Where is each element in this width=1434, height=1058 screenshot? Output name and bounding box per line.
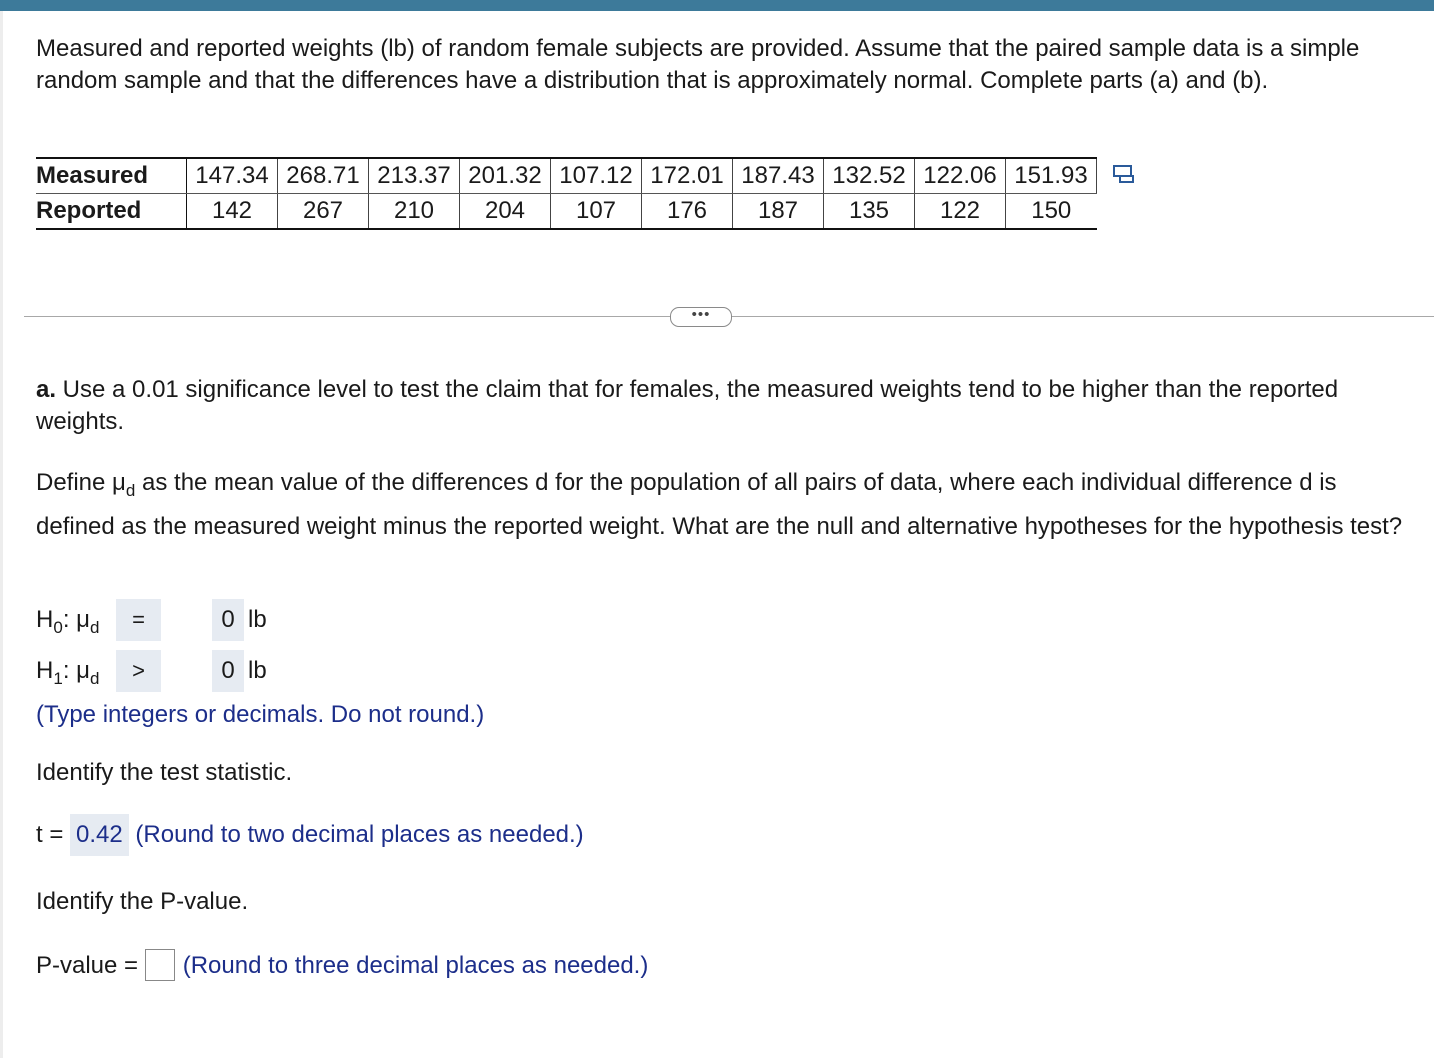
define-before: Define μ — [36, 469, 126, 496]
identify-test-statistic: Identify the test statistic. — [36, 759, 293, 786]
type-hint: (Type integers or decimals. Do not round.) — [36, 701, 485, 728]
reported-cell: 150 — [1006, 194, 1097, 230]
t-hint: (Round to two decimal places as needed.) — [135, 821, 584, 848]
reported-cell: 122 — [915, 194, 1006, 230]
measured-cell: 122.06 — [915, 158, 1006, 194]
part-a-letter: a. — [36, 376, 57, 403]
copy-data-icon[interactable] — [1112, 163, 1136, 185]
reported-cell: 135 — [824, 194, 915, 230]
h1-label: $H_1$: $\mu_d$ — [36, 657, 100, 688]
h1-unit: lb — [248, 657, 267, 684]
top-bar — [0, 0, 1434, 11]
p-hint: (Round to three decimal places as needed.) — [182, 952, 649, 979]
part-a-question — [36, 374, 1406, 438]
t-statistic-line — [36, 814, 736, 856]
alternative-hypothesis — [36, 650, 296, 692]
reported-cell: 204 — [460, 194, 551, 230]
expand-more-button[interactable]: ••• — [670, 307, 732, 327]
measured-cell: 268.71 — [278, 158, 369, 194]
measured-cell: 201.32 — [460, 158, 551, 194]
data-table — [36, 157, 1097, 230]
define-subscript: d — [125, 481, 136, 500]
measured-cell: 187.43 — [733, 158, 824, 194]
h0-value-input[interactable]: 0 — [212, 599, 244, 641]
identify-p-value: Identify the P-value. — [36, 888, 249, 915]
h1-operator-select[interactable]: > — [116, 650, 161, 692]
h0-unit: lb — [248, 606, 267, 633]
left-rule — [0, 11, 3, 1058]
reported-row — [36, 194, 1097, 230]
reported-cell: 187 — [733, 194, 824, 230]
measured-cell: 107.12 — [551, 158, 642, 194]
reported-cell: 176 — [642, 194, 733, 230]
p-value-input[interactable] — [145, 949, 175, 981]
p-label: P-value = — [36, 952, 145, 979]
measured-cell: 151.93 — [1006, 158, 1097, 194]
t-label: t = — [36, 821, 71, 848]
measured-cell: 132.52 — [824, 158, 915, 194]
define-after: as the mean value of the differences d for the population of all pairs of data, where each individual difference d is defined as the measured weight minus the reported weight. What are the null and alternative hypotheses for the hypothesis test? — [36, 469, 1403, 540]
reported-label: Reported — [36, 194, 187, 230]
measured-cell: 172.01 — [642, 158, 733, 194]
measured-cell: 147.34 — [187, 158, 278, 194]
h1-value-input[interactable]: 0 — [212, 650, 244, 692]
measured-row — [36, 158, 1097, 194]
reported-cell: 107 — [551, 194, 642, 230]
part-a-text: Use a 0.01 significance level to test the claim that for females, the measured weights tend to be higher than the reported weights. — [36, 376, 1339, 435]
h0-operator-select[interactable]: = — [116, 599, 161, 641]
p-value-line — [36, 948, 796, 984]
reported-cell: 210 — [369, 194, 460, 230]
reported-cell: 142 — [187, 194, 278, 230]
t-value-input[interactable]: 0.42 — [70, 814, 129, 856]
reported-cell: 267 — [278, 194, 369, 230]
measured-cell: 213.37 — [369, 158, 460, 194]
measured-label: Measured — [36, 158, 187, 194]
null-hypothesis — [36, 599, 296, 641]
h0-label: $H_0$: $\mu_d$ — [36, 606, 100, 637]
define-question — [36, 462, 1416, 548]
problem-intro: Measured and reported weights (lb) of random female subjects are provided. Assume that the paired sample data is a simple random sample and that the differences have a distribution that is approximately normal. Complete parts (a) and (b). — [36, 35, 1360, 94]
